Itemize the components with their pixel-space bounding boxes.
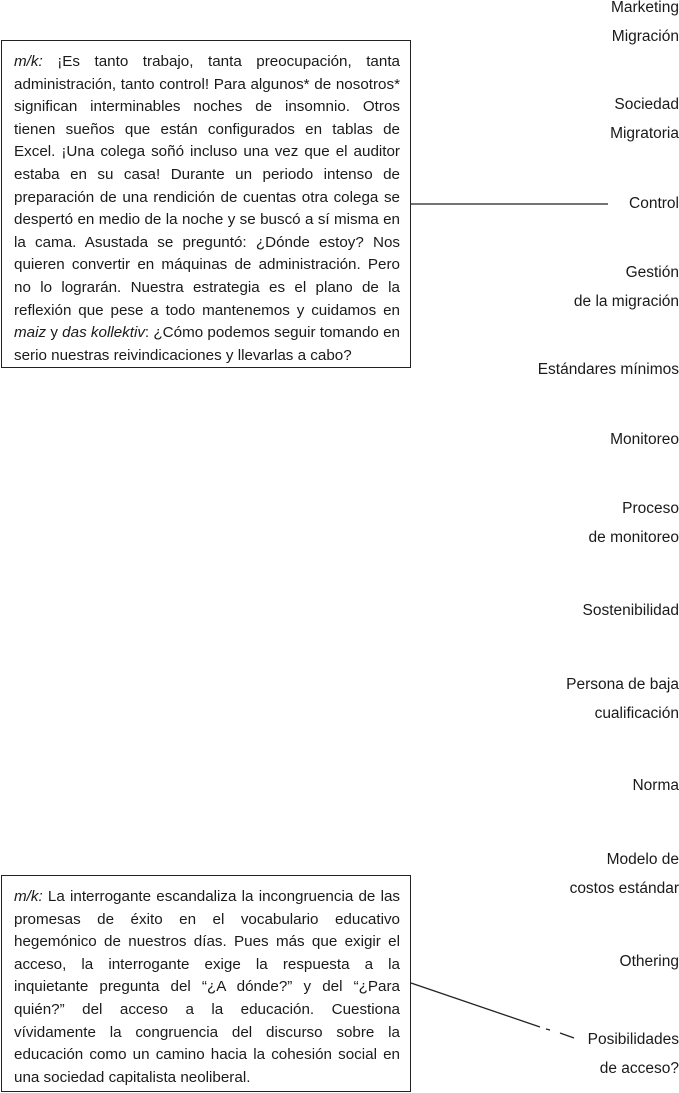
term-label: de monitoreo <box>588 529 679 546</box>
connector-line-access-tail <box>546 1029 550 1030</box>
term-label: Monitoreo <box>610 431 679 448</box>
term-label: Othering <box>619 953 679 970</box>
term-label: de la migración <box>573 293 679 310</box>
term-label: costos estándar <box>569 880 679 897</box>
comment-text: ¡Es tanto trabajo, tanta preocupación, tanta administración, tanto control! Para algunos* de nosotros* significan interminables noches de insomnio. Otros tienen sueños que están configurados en tablas de Excel. ¡Una colega soñó incluso una vez que el auditor estaba en su casa! Durante un periodo intenso de preparación de una rendición de cuentas otra colega se despertó en medio de la noche y se buscó a sí misma en la cama. Asustada se preguntó: ¿Dónde estoy? Nos quieren convertir en máquinas de administración. Pero no lo lograrán. Nuestra estrategia es el plano de la reflexión que pese a todo mantenemos y cuidamos en <box>14 53 400 319</box>
term-sociedad-migratoria <box>610 90 679 148</box>
term-label: Migración <box>611 28 679 45</box>
term-label: de acceso? <box>599 1060 679 1077</box>
comment-text: : ¿Cómo podemos seguir tomando en serio nuestras reivindicaciones y llevarlas a cabo? <box>14 324 400 364</box>
term-label: Estándares mínimos <box>537 361 679 378</box>
term-monitoreo <box>610 425 679 454</box>
term-label: Migratoria <box>610 125 679 142</box>
term-label: Norma <box>632 777 679 794</box>
term-modelo-costos-estandar <box>570 845 679 903</box>
connector-line-access-end <box>560 1033 574 1038</box>
term-migracion <box>612 22 679 51</box>
term-othering <box>620 947 679 976</box>
term-label: cualificación <box>594 705 679 722</box>
term-label: Marketing <box>610 0 679 16</box>
term-label: Control <box>629 195 679 212</box>
term-sostenibilidad <box>582 596 679 625</box>
comment-text: y <box>46 324 63 342</box>
term-persona-baja-cualificacion <box>566 670 679 728</box>
term-posibilidades-acceso <box>588 1025 679 1083</box>
term-label: Posibilidades <box>587 1031 679 1048</box>
term-proceso-monitoreo <box>589 494 679 552</box>
term-control <box>629 189 679 218</box>
comment-author: m/k: <box>14 888 43 905</box>
term-estandares-minimos <box>538 355 679 384</box>
term-label: Modelo de <box>606 851 679 868</box>
term-label: Gestión <box>625 264 679 281</box>
term-gestion-migracion <box>574 258 679 316</box>
term-label: Sostenibilidad <box>582 602 679 619</box>
term-label: Proceso <box>622 500 679 517</box>
term-label: Sociedad <box>614 96 679 113</box>
term-label: Persona de baja <box>566 676 679 693</box>
comment-italic-term: maiz <box>14 324 47 342</box>
term-marketing <box>611 0 679 22</box>
comment-text: La interrogante escandaliza la incongruencia de las promesas de éxito en el vocabulario educativo hegemónico de nuestros días. Pues más que exigir el acceso, la interrogante exige la respuesta a la inquietante pregunta del “¿A dónde?” y del “¿Para quién?” del acceso a la educación. Cuestiona vívidamente la congruencia del discurso sobre la educación como un camino hacia la cohesión social en una sociedad capitalista neoliberal. <box>14 888 400 1086</box>
comment-italic-term: das kollektiv <box>62 324 145 342</box>
comment-box-access <box>1 875 411 1092</box>
term-norma <box>632 771 679 800</box>
comment-box-control <box>1 40 411 368</box>
comment-author: m/k: <box>14 53 43 70</box>
connector-line-access <box>411 983 540 1027</box>
